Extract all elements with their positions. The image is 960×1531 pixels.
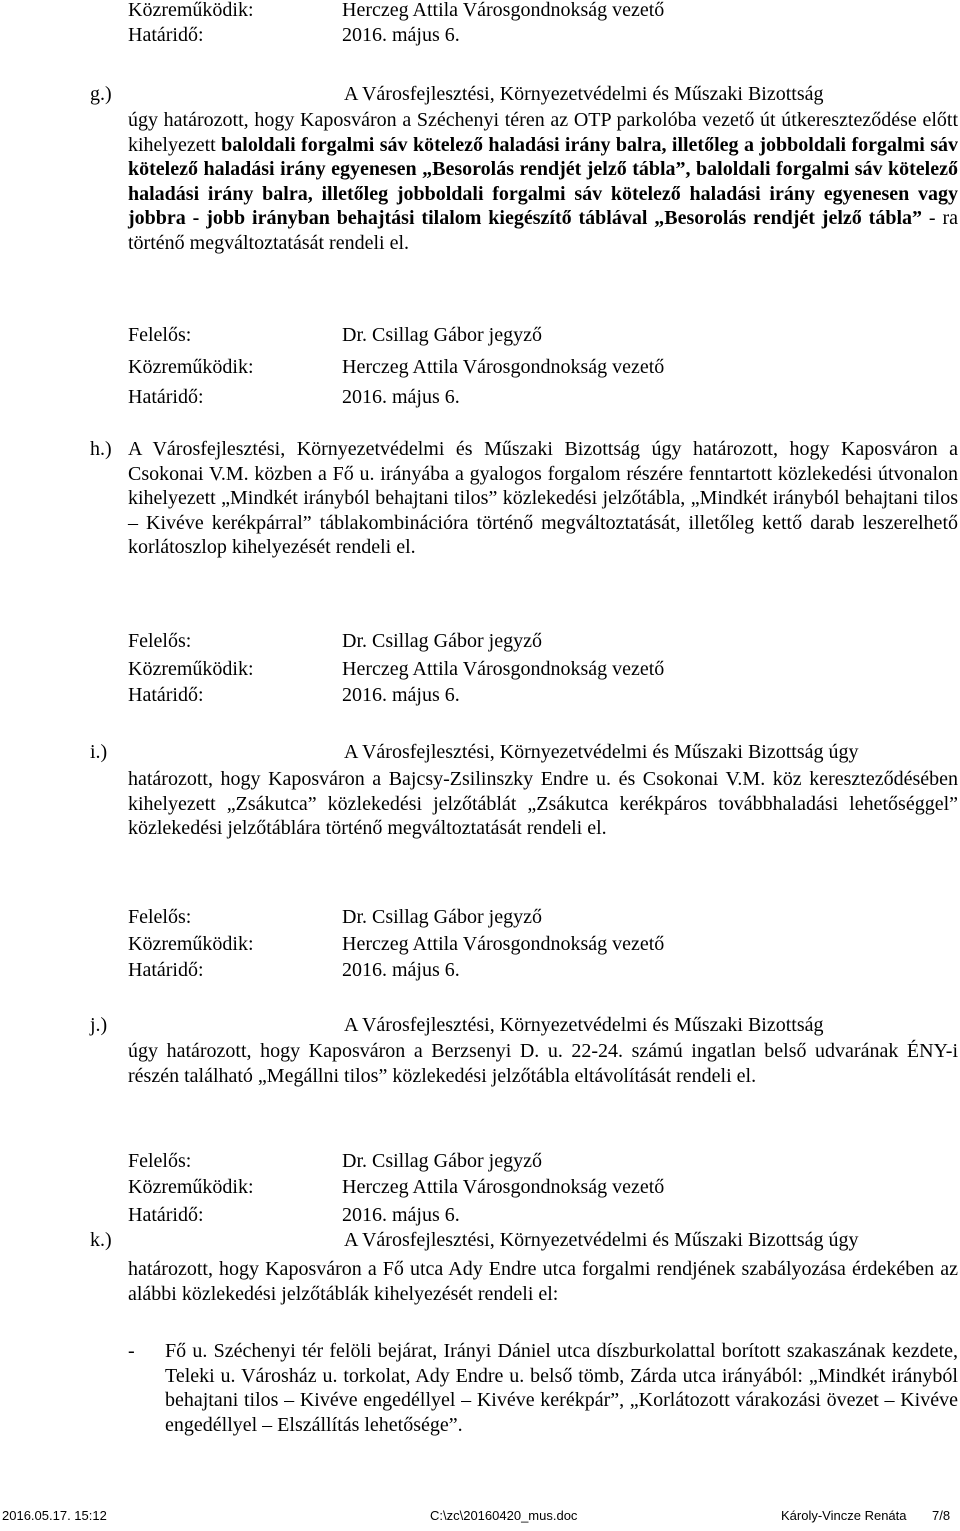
label-kozremukodik: Közreműködik:	[128, 356, 254, 378]
section-g-felelos	[128, 323, 542, 347]
section-g-text-bold: baloldali forgalmi sáv kötelező haladási irány balra, illetőleg a jobboldali forgalmi sáv kötelező haladási irány egyenesen „Besorolás rendjét jelző tábla”, baloldali forgalmi sáv kötelező haladási irány balra, illetőleg jobboldali forgalmi sáv kötelező haladási irány egyenesen vagy jobbra - jobb irányban behajtási tilalom kiegészítő táblával „Besorolás rendjét jelző tábla”	[128, 133, 958, 229]
value-kozremukodik: Herczeg Attila Városgondnokság vezető	[342, 1176, 665, 1198]
section-i-felelos	[128, 905, 542, 929]
footer-author: Károly-Vincze Renáta	[781, 1508, 907, 1523]
section-g-heading: A Városfejlesztési, Környezetvédelmi és Műszaki Bizottság	[344, 83, 824, 105]
value-kozremukodik: Herczeg Attila Városgondnokság vezető	[342, 356, 665, 378]
section-k-text: határozott, hogy Kaposváron a Fő utca Ady Endre utca forgalmi rendjének szabályozása érdekében az alábbi közlekedési jelzőtáblák kihelyezését rendeli el:	[128, 1258, 958, 1305]
section-g-kozremukodik	[128, 355, 664, 379]
footer-datetime: 2016.05.17. 15:12	[2, 1508, 107, 1523]
label-hatarido: Határidő:	[128, 684, 204, 706]
section-i-kozremukodik	[128, 932, 664, 956]
section-i-marker: i.)	[90, 741, 108, 763]
value-hatarido: 2016. május 6.	[342, 959, 460, 981]
meta-kozremukodik-top	[128, 0, 664, 22]
value-kozremukodik: Herczeg Attila Városgondnokság vezető	[342, 0, 665, 21]
meta-hatarido-top	[128, 23, 460, 47]
value-hatarido: 2016. május 6.	[342, 1204, 460, 1226]
section-g-text-1: úgy határozott, hogy Kaposváron a Széchenyi téren az OTP parkolóba vezető út útkereszteződése előtt kihelyezett	[128, 109, 958, 156]
section-k-marker: k.)	[90, 1229, 112, 1251]
footer-path: C:\zc\20160420_mus.doc	[430, 1508, 578, 1523]
label-hatarido: Határidő:	[128, 386, 204, 408]
label-felelos: Felelős:	[128, 630, 192, 652]
label-kozremukodik: Közreműködik:	[128, 658, 254, 680]
value-hatarido: 2016. május 6.	[342, 386, 460, 408]
section-k-list-item: Fő u. Széchenyi tér felöli bejárat, Irányi Dániel utca díszburkolattal borított szakaszának kezdete, Teleki u. Városház u. torkolat, Ady Endre u. belső tömb, Zárda utca irányából: „Mindkét irányból behajtani tilos – Kivéve engedéllyel – Kivéve kerékpár”, „Korlátozott várakozási övezet – Kivéve engedéllyel – Elszállítás lehetősége”.	[165, 1340, 958, 1436]
value-hatarido: 2016. május 6.	[342, 684, 460, 706]
label-kozremukodik: Közreműködik:	[128, 1176, 254, 1198]
value-kozremukodik: Herczeg Attila Városgondnokság vezető	[342, 933, 665, 955]
section-h-kozremukodik	[128, 657, 664, 681]
section-g-marker: g.)	[90, 83, 112, 105]
section-h-felelos	[128, 629, 542, 653]
label-kozremukodik: Közreműködik:	[128, 0, 254, 21]
section-g-text-2: - ra történő megváltoztatását rendeli el.	[128, 207, 958, 254]
section-j-hatarido	[128, 1203, 460, 1227]
value-felelos: Dr. Csillag Gábor jegyző	[342, 906, 542, 928]
section-h-marker: h.)	[90, 438, 112, 460]
section-i-hatarido	[128, 958, 460, 982]
value-felelos: Dr. Csillag Gábor jegyző	[342, 324, 542, 346]
section-j-kozremukodik	[128, 1175, 664, 1199]
section-k-bullet: -	[128, 1340, 135, 1362]
section-j-felelos	[128, 1149, 542, 1173]
label-hatarido: Határidő:	[128, 959, 204, 981]
section-i-text: határozott, hogy Kaposváron a Bajcsy-Zsilinszky Endre u. és Csokonai V.M. köz kereszteződésében kihelyezett „Zsákutca” közlekedési jelzőtáblát „Zsákutca kerékpáros továbbhaladási lehetőséggel” közlekedési jelzőtáblára történő megváltoztatását rendeli el.	[128, 768, 958, 839]
value-hatarido: 2016. május 6.	[342, 24, 460, 46]
section-k-heading: A Városfejlesztési, Környezetvédelmi és Műszaki Bizottság úgy	[344, 1229, 859, 1251]
section-h-hatarido	[128, 683, 460, 707]
footer-page: 7/8	[932, 1508, 951, 1523]
label-hatarido: Határidő:	[128, 1204, 204, 1226]
value-kozremukodik: Herczeg Attila Városgondnokság vezető	[342, 658, 665, 680]
section-i-heading: A Városfejlesztési, Környezetvédelmi és Műszaki Bizottság úgy	[344, 741, 859, 763]
value-felelos: Dr. Csillag Gábor jegyző	[342, 1150, 542, 1172]
section-g-hatarido	[128, 385, 460, 409]
label-felelos: Felelős:	[128, 906, 192, 928]
label-felelos: Felelős:	[128, 324, 192, 346]
label-hatarido: Határidő:	[128, 24, 204, 46]
label-felelos: Felelős:	[128, 1150, 192, 1172]
section-j-marker: j.)	[90, 1014, 108, 1036]
section-j-heading: A Városfejlesztési, Környezetvédelmi és Műszaki Bizottság	[344, 1014, 824, 1036]
section-g-text	[128, 108, 958, 255]
section-h-text: A Városfejlesztési, Környezetvédelmi és Műszaki Bizottság úgy határozott, hogy Kaposváron a Csokonai V.M. közben a Fő u. irányába a gyalogos forgalom részére fenntartott közlekedési útvonalon kihelyezett „Mindkét irányból behajtani tilos” közlekedési jelzőtábla, „Mindkét irányból behajtani tilos – Kivéve kerékpárral” táblakombinációra történő megváltoztatását, illetőleg kettő darab leszerelhető korlátoszlop kihelyezését rendeli el.	[128, 438, 958, 558]
value-felelos: Dr. Csillag Gábor jegyző	[342, 630, 542, 652]
section-j-text: úgy határozott, hogy Kaposváron a Berzsenyi D. u. 22-24. számú ingatlan belső udvarának ÉNY-i részén található „Megállni tilos” közlekedési jelzőtábla eltávolítását rendeli el.	[128, 1040, 958, 1087]
label-kozremukodik: Közreműködik:	[128, 933, 254, 955]
